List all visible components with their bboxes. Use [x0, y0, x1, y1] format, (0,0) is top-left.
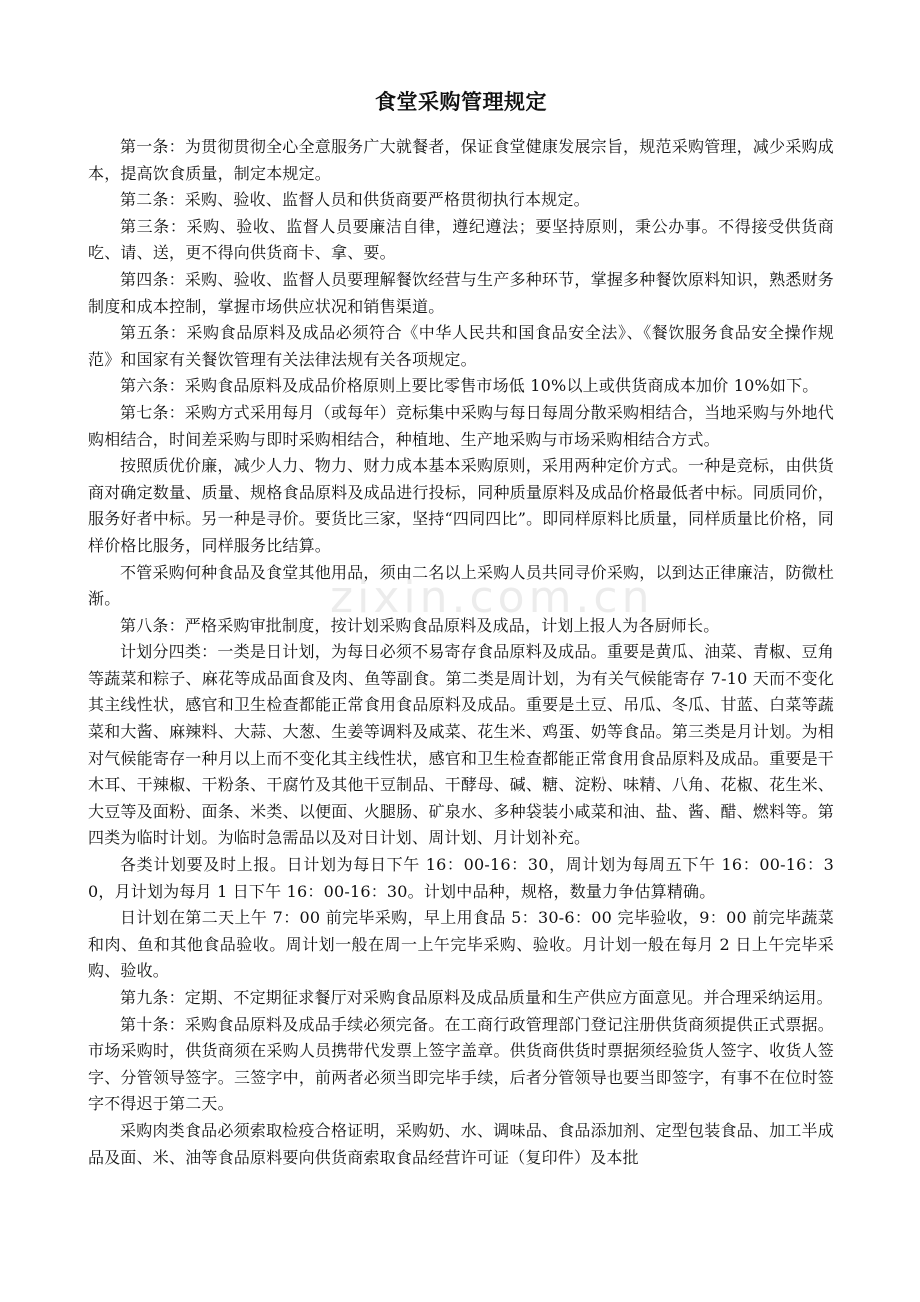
- meat-inspection-paragraph: 采购肉类食品必须索取检疫合格证明，采购奶、水、调味品、食品添加剂、定型包装食品、加工半成品及面、米、油等食品原料要向供货商索取食品经营许可证（复印件）及本批: [88, 1120, 834, 1167]
- joint-inquiry-paragraph: 不管采购何种食品及食堂其他用品，须由二名以上采购人员共同寻价采购，以到达正律廉洁，防微杜渐。: [88, 562, 834, 609]
- daily-plan-schedule-paragraph: 日计划在第二天上午 7：00 前完毕采购，早上用食品 5：30-6：00 完毕验收，9：00 前完毕蔬菜和肉、鱼和其他食品验收。周计划一般在周一上午完毕采购、验收。月计划一般在每月 2 日上午完毕采购、验收。: [88, 908, 834, 981]
- pricing-method-paragraph: 按照质优价廉，减少人力、物力、财力成本基本采购原则，采用两种定价方式。一种是竞标，由供货商对确定数量、质量、规格食品原料及成品进行投标，同种质量原料及成品价格最低者中标。同质同价，服务好者中标。另一种是寻价。要货比三家，坚持“四同四比”。即同样原料比质量，同样质量比价格，同样价格比服务，同样服务比结算。: [88, 456, 834, 555]
- article-2-paragraph: 第二条：采购、验收、监督人员和供货商要严格贯彻执行本规定。: [120, 190, 590, 210]
- document-title: 食堂采购管理规定: [375, 90, 547, 114]
- article-10-paragraph: 第十条：采购食品原料及成品手续必须完备。在工商行政管理部门登记注册供货商须提供正式票据。市场采购时，供货商须在采购人员携带代发票上签字盖章。供货商供货时票据须经验货人签字、收货人签字、分管领导签字。三签字中，前两者必须当即完毕手续，后者分管领导也要当即签字，有事不在位时签字不得迟于第二天。: [88, 1014, 834, 1114]
- plan-categories-paragraph: 计划分四类：一类是日计划，为每日必须不易寄存食品原料及成品。重要是黄瓜、油菜、青椒、豆角等蔬菜和粽子、麻花等成品面食及肉、鱼等副食。第二类是周计划，为有关气候能寄存 7-10 天而不变化其主线性状，感官和卫生检查都能正常食用食品原料及成品。重要是土豆、吊瓜、冬瓜、甘蓝、白菜等蔬菜和大酱、麻辣料、大蒜、大葱、生姜等调料及咸菜、花生米、鸡蛋、奶等食品。第三类是月计划。为相对气候能寄存一种月以上而不变化其主线性状，感官和卫生检查都能正常食用食品原料及成品。重要是干木耳、干辣椒、干粉条、干腐竹及其他干豆制品、干酵母、碱、糖、淀粉、味精、八角、花椒、花生米、大豆等及面粉、面条、米类、以便面、火腿肠、矿泉水、多种袋装小咸菜和油、盐、酱、醋、燃料等。第四类为临时计划。为临时急需品以及对日计划、周计划、月计划补充。: [88, 642, 834, 848]
- watermark-text: zixin.com.cn: [330, 572, 654, 623]
- article-8-paragraph: 第八条：严格采购审批制度，按计划采购食品原料及成品，计划上报人为各厨师长。: [120, 615, 720, 635]
- article-1-paragraph: 第一条：为贯彻贯彻全心全意服务广大就餐者，保证食堂健康发展宗旨，规范采购管理，减少采购成本，提高饮食质量，制定本规定。: [88, 137, 834, 183]
- article-3-paragraph: 第三条：采购、验收、监督人员要廉洁自律，遵纪遵法；要坚持原则，秉公办事。不得接受供货商吃、请、送，更不得向供货商卡、拿、要。: [88, 216, 834, 263]
- document-page: [88, 0, 834, 1302]
- article-9-paragraph: 第九条：定期、不定期征求餐厅对采购食品原料及成品质量和生产供应方面意见。并合理采纳运用。: [120, 988, 833, 1007]
- article-7-paragraph: 第七条：采购方式采用每月（或每年）竞标集中采购与每日每周分散采购相结合，当地采购与外地代购相结合，时间差采购与即时采购相结合，种植地、生产地采购与市场采购相结合方式。: [88, 402, 834, 449]
- article-6-paragraph: 第六条：采购食品原料及成品价格原则上要比零售市场低 10%以上或供货商成本加价 10%如下。: [120, 376, 819, 396]
- article-5-paragraph: 第五条：采购食品原料及成品必须符合《中华人民共和国食品安全法》、《餐饮服务食品安全操作规范》和国家有关餐饮管理有关法律法规有关各项规定。: [88, 323, 834, 369]
- article-4-paragraph: 第四条：采购、验收、监督人员要理解餐饮经营与生产多种环节，掌握多种餐饮原料知识，熟悉财务制度和成本控制，掌握市场供应状况和销售渠道。: [88, 269, 834, 316]
- plan-reporting-paragraph: 各类计划要及时上报。日计划为每日下午 16：00-16：30，周计划为每周五下午 16：00-16：30，月计划为每月 1 日下午 16：00-16：30。计划中品种，规格，数量力争估算精确。: [88, 855, 834, 901]
- document-body: [88, 134, 834, 1171]
